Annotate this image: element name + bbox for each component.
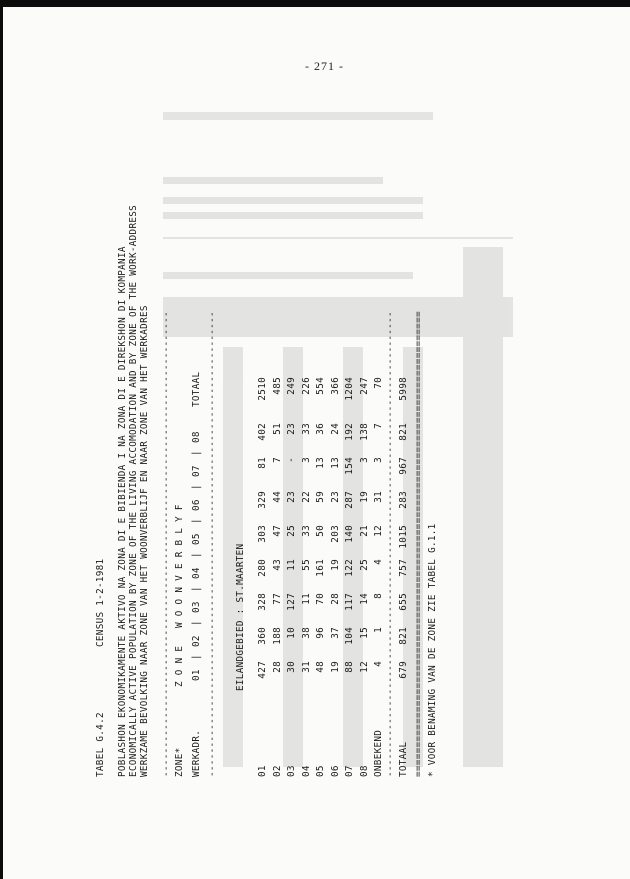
table-cell: 154 [344,457,355,475]
table-cell: 19 [329,661,341,673]
table-cell: 127 [286,593,297,611]
totals-cell: 821 [398,627,409,645]
column-header: 02 [191,635,202,647]
table-cell: 360 [257,627,268,645]
column-header: 07 [191,465,202,477]
table-cell: 161 [315,559,326,577]
column-header: 05 [191,533,202,545]
zone-label: ZONE* [174,747,185,777]
table-cell: 25 [286,525,297,537]
table-cell: 51 [271,423,283,435]
row-total: 2510 [257,377,268,401]
table-cell: 303 [257,525,268,543]
table-cell: 21 [358,525,370,537]
table-cell: 13 [315,457,326,469]
table-cell: 427 [257,661,268,679]
column-separator: | [191,586,202,592]
row-label: 01 [257,765,268,777]
table-cell: 36 [315,423,326,435]
row-total: 1204 [344,377,355,401]
table-cell: 1 [373,627,384,633]
table-cell: 22 [300,491,312,503]
footnote: * VOOR BENAMING VAN DE ZONE ZIE TABEL G.1.1 [427,523,438,777]
row-label: 07 [344,765,355,777]
table-cell: - [286,457,297,463]
table-cell: 81 [257,457,268,469]
row-total: 247 [358,377,370,395]
census-label: CENSUS 1-2-1981 [95,558,106,647]
rule-bottom: ------------------------------------------------------------------------------- [385,311,396,777]
totals-cell: 967 [398,457,409,475]
table-cell: 328 [257,593,268,611]
table-cell: 55 [300,559,312,571]
rule-equals: =============================================================================== [413,311,424,777]
table-cell: 122 [344,559,355,577]
title-dutch: WERKZAME BEVOLKING NAAR ZONE VAN HET WOONVERBLIJF EN NAAR ZONE VAN HET WERKADRES [139,305,150,777]
table-cell: 11 [286,559,297,571]
table-cell: 3 [358,457,370,463]
table-cell: 44 [271,491,283,503]
column-header: 04 [191,567,202,579]
row-label: 02 [271,765,283,777]
table-cell: 13 [329,457,341,469]
table-cell: 28 [329,593,341,605]
table-cell: 37 [329,627,341,639]
row-label: 04 [300,765,312,777]
table-cell: 203 [329,525,341,543]
table-cell: 7 [373,423,384,429]
table-cell: 30 [286,661,297,673]
table-cell: 70 [315,593,326,605]
total-column-header: TOTAAL [191,371,202,407]
row-label: ONBEKEND [373,729,384,777]
zone-spaced-title: Z O N E W O O N V E R B L Y F [174,504,185,687]
table-cell: 12 [358,661,370,673]
table-cell: 23 [286,423,297,435]
column-header: 08 [191,431,202,443]
row-total: 485 [271,377,283,395]
table-cell: 59 [315,491,326,503]
column-separator: | [191,654,202,660]
row-label: 06 [329,765,341,777]
table-cell: 11 [300,593,312,605]
table-cell: 10 [286,627,297,639]
table-cell: 4 [373,559,384,565]
grand-total: 5998 [398,377,409,401]
table-cell: 280 [257,559,268,577]
werkadr-label: WERKADR. [191,729,202,777]
totals-label: TOTAAL [398,741,409,777]
table-id: TABEL G.4.2 [95,712,106,777]
table-cell: 3 [373,457,384,463]
table-cell: 117 [344,593,355,611]
table-cell: 329 [257,491,268,509]
row-total: 554 [315,377,326,395]
column-separator: | [191,552,202,558]
table-cell: 19 [329,559,341,571]
row-total: 226 [300,377,312,395]
row-total: 366 [329,377,341,395]
table-cell: 33 [300,525,312,537]
table-cell: 3 [300,457,312,463]
row-label: 03 [286,765,297,777]
row-label: 05 [315,765,326,777]
table-cell: 33 [300,423,312,435]
table-cell: 12 [373,525,384,537]
table-cell: 188 [271,627,283,645]
table-cell: 23 [329,491,341,503]
column-separator: | [191,450,202,456]
table-cell: 138 [358,423,370,441]
rule-mid: ------------------------------------------------------------------------------- [207,311,218,777]
column-header: 03 [191,601,202,613]
table-cell: 287 [344,491,355,509]
column-separator: | [191,620,202,626]
table-cell: 19 [358,491,370,503]
table-cell: 48 [315,661,326,673]
title-papiamentu: POBLASHON EKONOMIKAMENTE AKTIVO NA ZONA DI E BIBIENDA I NA ZONA DI E DIREKSHON DI KOMPANIA [117,246,128,777]
column-separator: | [191,518,202,524]
table-cell: 104 [344,627,355,645]
table-cell: 4 [373,661,384,667]
table-cell: 192 [344,423,355,441]
table-cell: 8 [373,593,384,599]
table-cell: 31 [373,491,384,503]
table-cell: 140 [344,525,355,543]
totals-cell: 821 [398,423,409,441]
title-english: ECONOMICALLY ACTIVE POPULATION BY ZONE OF THE LIVING ACCOMODATION AND BY ZONE OF THE WORK-ADDRESS [128,204,139,777]
page-number: - 271 - [305,59,344,73]
table-cell: 31 [300,661,312,673]
table-cell: 402 [257,423,268,441]
row-label: 08 [358,765,370,777]
table-cell: 23 [286,491,297,503]
section-label: EILANDGEBIED : ST.MAARTEN [235,543,246,691]
table-cell: 50 [315,525,326,537]
column-header: 01 [191,669,202,681]
column-header: 06 [191,499,202,511]
table-cell: 88 [344,661,355,673]
table-cell: 7 [271,457,283,463]
totals-cell: 1015 [398,525,409,549]
totals-cell: 757 [398,559,409,577]
table-cell: 14 [358,593,370,605]
rotated-table [95,117,525,777]
row-total: 70 [373,377,384,389]
row-total: 249 [286,377,297,395]
table-cell: 96 [315,627,326,639]
table-cell: 24 [329,423,341,435]
table-cell: 28 [271,661,283,673]
table-cell: 15 [358,627,370,639]
table-cell: 38 [300,627,312,639]
totals-cell: 283 [398,491,409,509]
table-cell: 43 [271,559,283,571]
totals-cell: 679 [398,661,409,679]
rule-top: ------------------------------------------------------------------------------- [161,311,172,777]
table-cell: 25 [358,559,370,571]
totals-cell: 655 [398,593,409,611]
table-cell: 77 [271,593,283,605]
table-cell: 47 [271,525,283,537]
document-page [3,7,630,879]
column-separator: | [191,484,202,490]
